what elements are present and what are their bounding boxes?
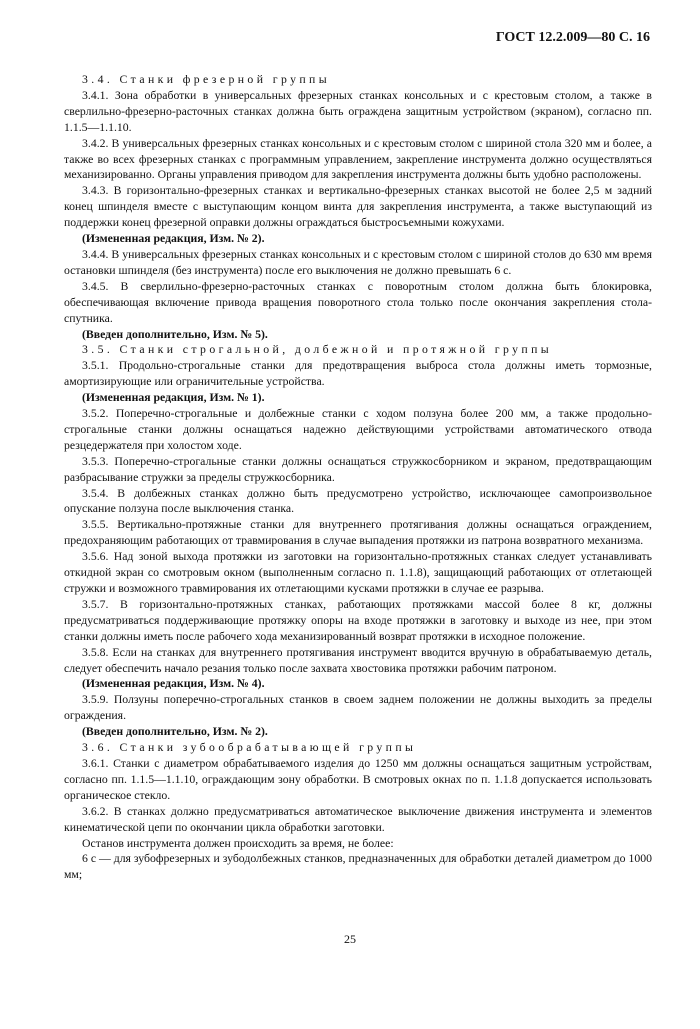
amendment-note: (Введен дополнительно, Изм. № 2). [82,725,268,739]
paragraph: 3.4.5. В сверлильно-фрезерно-расточных станках с поворотным столом должна быть блокировка, обеспечивающая включение привода вращения поворотного стола только после окончания закрепления стола-спутника. [64,279,652,325]
section-heading: 3.4. Станки фрезерной группы [82,73,331,86]
paragraph: 3.6.1. Станки с диаметром обрабатываемого изделия до 1250 мм должны оснащаться защитным устройствам, согласно пп. 1.1.5—1.1.10, ограждающим зону обработки. В смотровых окнах по п. 1.1.8 допускается использовать органическое стекло. [64,756,652,802]
paragraph: 3.5.6. Над зоной выхода протяжки из заготовки на горизонтально-протяжных станках следует устанавливать откидной экран со смотровым окном (выполненным согласно п. 1.1.8), защищающий работающих от отлетающей стружки и возможного травмирования их отлетающими кусками протяжки в случае ее разрыва. [64,550,652,595]
paragraph: 3.6.2. В станках должно предусматриваться автоматическое выключение движения инструмента и элементов кинематической цепи по окончании цикла обработки заготовки. [64,804,652,834]
paragraph: 3.5.9. Ползуны поперечно-строгальных станков в своем заднем положении не должны выходить за пределы ограждения. [64,693,652,723]
paragraph: 3.5.5. Вертикально-протяжные станки для внутреннего протягивания должны оснащаться ограждением, предохраняющим работающих от травмирования в случае выпадения протяжки из патрона возвратного механизма. [64,518,652,548]
paragraph: Останов инструмента должен происходить за время, не более: [82,836,394,850]
amendment-note: (Измененная редакция, Изм. № 2). [82,232,265,246]
amendment-note: (Измененная редакция, Изм. № 1). [82,391,265,405]
paragraph: 3.5.4. В долбежных станках должно быть предусмотрено устройство, исключающее самопроизвольное опускание ползуна после выключения станка. [64,486,652,516]
paragraph: 3.5.2. Поперечно-строгальные и долбежные станки с ходом ползуна более 200 мм, а также продольно-строгальные станки должны оснащаться надежно действующими устройствами автоматического отвода резцедержателя при холостом ходе. [64,407,652,452]
paragraph: 3.5.8. Если на станках для внутреннего протягивания инструмент вводится вручную в обрабатываемую деталь, следует обеспечить начало резания только после захвата хвостовика протяжки рабочим патроном. [64,645,652,675]
page-number: 25 [344,932,356,946]
document-body [64,72,652,883]
amendment-note: (Введен дополнительно, Изм. № 5). [82,327,268,341]
paragraph: 3.4.2. В универсальных фрезерных станках консольных и с крестовым столом с шириной стола 320 мм и более, а также во всех фрезерных станках с программным управлением, закрепление инструмента должно осуществляться механизированно. Органы управления приводом для закрепления инструмента должны быть удобно расположены. [64,136,652,182]
paragraph: 3.5.7. В горизонтально-протяжных станках, работающих протяжками массой более 8 кг, должны предусматриваться поддерживающие протяжку опоры на входе протяжки в заготовку и выходе из нее, при этом станки должны иметь после рабочего хода механизированный возврат протяжки в исходное положение. [64,597,652,643]
paragraph: 6 с — для зубофрезерных и зубодолбежных станков, предназначенных для обработки деталей диаметром до 1000 мм; [64,852,652,882]
paragraph: 3.4.4. В универсальных фрезерных станках консольных и с крестовым столом с шириной столов до 630 мм время остановки шпинделя (без инструмента) после его выключения не должно превышать 6 с. [64,247,652,277]
amendment-note: (Измененная редакция, Изм. № 4). [82,677,265,691]
paragraph: 3.4.3. В горизонтально-фрезерных станках и вертикально-фрезерных станках высотой не более 2,5 м задний конец шпинделя вместе с выступающим концом винта для закрепления инструмента, а также выступающий из поддержки конец фрезерной оправки должны ограждаться быстросъемными кожухами. [64,184,652,230]
section-heading: 3.5. Станки строгальной, долбежной и протяжной группы [82,343,553,357]
section-heading: 3.6. Станки зубообрабатывающей группы [82,741,417,755]
paragraph: 3.4.1. Зона обработки в универсальных фрезерных станках консольных и с крестовым столом, а также в сверлильно-фрезерно-расточных станках должна быть ограждена защитным устройством (экраном), согласно пп. 1.1.5—1.1.10. [64,88,652,134]
paragraph: 3.5.3. Поперечно-строгальные станки должны оснащаться стружкосборником и экраном, предотвращающим разбрасывание стружки за пределы стружкосборника. [64,454,652,484]
standard-header: ГОСТ 12.2.009—80 С. 16 [495,30,650,45]
paragraph: 3.5.1. Продольно-строгальные станки для предотвращения выброса стола должны иметь тормозные, амортизирующие или ограничительные устройства. [64,359,652,389]
